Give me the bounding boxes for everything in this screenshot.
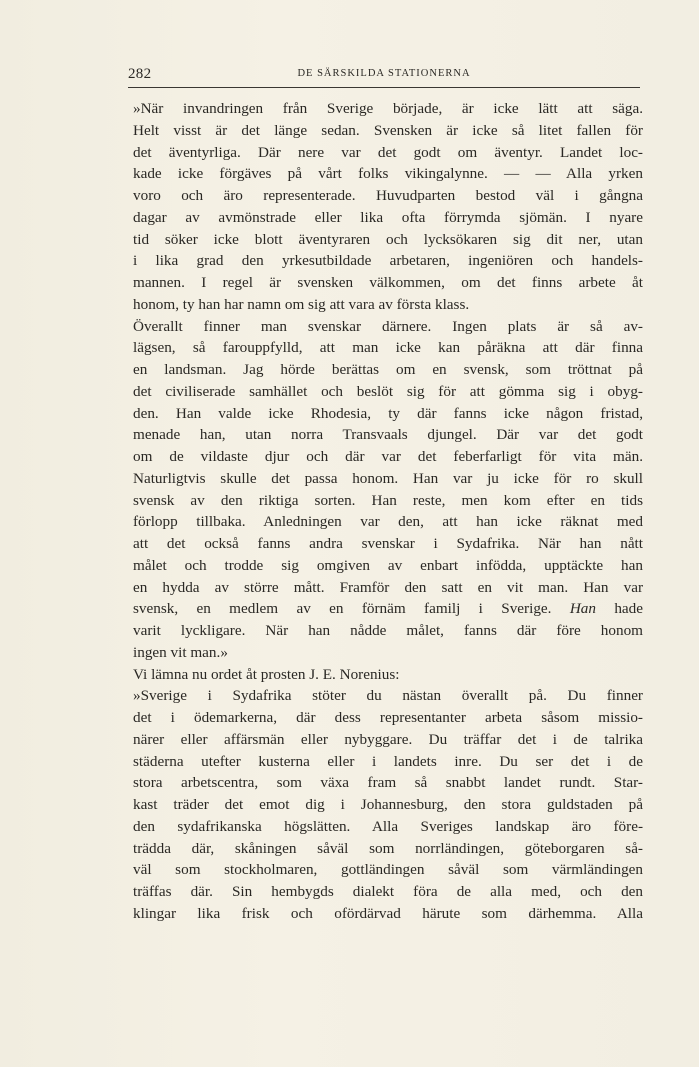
text-line (133, 207, 643, 229)
text-line-content: tid söker icke blott äventyraren och lycksökaren sig dit ner, utan (133, 230, 643, 248)
italic-word: Han (569, 600, 596, 618)
text-line-content: kade icke förgäves på vårt folks vikingalynne. — — Alla yrken (133, 165, 643, 183)
text-line (133, 533, 643, 555)
text-line-content: den sydafrikanska högslätten. Alla Sveriges landskap äro före- (133, 817, 643, 835)
text-line-content: mannen. I regel är svensken välkommen, om det finns arbete åt (133, 274, 643, 291)
text-line (133, 685, 643, 707)
text-line-content: om de vildaste djur och där var det feberfarligt för vita män. (133, 448, 643, 465)
text-line-tail: hade (614, 600, 643, 618)
text-line (133, 185, 643, 207)
text-line-content: i lika grad den yrkesutbildade arbetaren, ingeniören och handels- (133, 252, 643, 270)
text-line (133, 142, 643, 164)
text-line-content: det äventyrliga. Där nere var det godt om äventyr. Landet loc- (133, 143, 643, 161)
text-line-content: Överallt finner man svenskar därnere. Ingen plats är så av- (133, 317, 643, 335)
text-line-content: stora arbetscentra, som växa fram så snabbt landet rundt. Star- (133, 774, 643, 792)
text-line-content: städerna utefter kusterna eller i landets inre. Du ser det i de (133, 752, 643, 770)
text-line-content: Helt visst är det länge sedan. Svensken är icke så litet fallen för (133, 121, 643, 139)
text-line-content: »När invandringen från Sverige började, är icke lätt att säga. (133, 100, 643, 117)
text-line-content: varit lyckligare. När han nådde målet, fanns där före honom (133, 622, 643, 639)
text-line (133, 772, 643, 794)
text-line (133, 620, 643, 642)
text-line-content: förlopp tillbaka. Anledningen var den, att han icke räknat med (133, 513, 643, 531)
text-line-content: en hydda av större mått. Framför den satt en vit man. Han var (133, 578, 643, 596)
text-line (133, 729, 643, 751)
text-line (133, 120, 643, 142)
text-line (133, 490, 643, 512)
text-line (133, 316, 643, 338)
text-line (133, 794, 643, 816)
text-line (133, 294, 643, 316)
text-line-content: voro och äro representerade. Huvudparten bestod väl i gångna (133, 187, 643, 204)
text-line-content: det i ödemarkerna, där dess representanter arbeta såsom missio- (133, 709, 643, 726)
text-line-content: Naturligtvis skulle det passa honom. Han var ju icke för ro skull (133, 469, 643, 487)
text-line (133, 664, 643, 686)
text-line-content: menade han, utan norra Transvaals djungel. Där var det godt (133, 426, 643, 444)
body-text (133, 98, 643, 925)
text-line (133, 577, 643, 599)
text-line (133, 816, 643, 838)
text-line-content: »Sverige i Sydafrika stöter du nästan överallt på. Du finner (133, 687, 643, 705)
text-line (133, 642, 643, 664)
text-line-content: det civiliserade samhället och beslöt sig för att gömma sig i obyg- (133, 382, 643, 400)
text-line (133, 359, 643, 381)
text-line-content: målet och trodde sig omgiven av enbart infödda, upptäckte han (133, 556, 643, 574)
text-line-content: svensk, en medlem av en förnäm familj i Sverige. (133, 600, 552, 618)
text-line-content: svensk av den riktiga sorten. Han reste, men kom efter en tids (133, 491, 643, 509)
text-line-content: väl som stockholmaren, gottländingen såväl som värmländingen (133, 861, 643, 879)
text-line (133, 838, 643, 860)
text-line (133, 751, 643, 773)
text-line-content: ingen vit man.» (133, 643, 228, 661)
text-line (133, 250, 643, 272)
text-line (133, 337, 643, 359)
text-line (133, 272, 643, 294)
text-line (133, 424, 643, 446)
text-line-content: närer eller affärsmän eller nybyggare. Du träffar det i de talrika (133, 730, 643, 748)
text-line-content: den. Han valde icke Rhodesia, ty där fanns icke någon fristad, (133, 404, 643, 422)
text-line-content: kast träder det emot dig i Johannesburg, den stora guldstaden på (133, 796, 643, 813)
text-line-content: lägsen, så farouppfylld, att man icke kan påräkna att där finna (133, 339, 643, 357)
text-line (133, 881, 643, 903)
text-line (133, 98, 643, 120)
page-header (128, 64, 640, 86)
text-line (133, 446, 643, 468)
header-rule (128, 87, 640, 88)
text-line (133, 403, 643, 425)
text-line (133, 511, 643, 533)
text-line-content: att det också fanns andra svenskar i Sydafrika. När han nått (133, 535, 643, 552)
running-head: DE SÄRSKILDA STATIONERNA (297, 68, 471, 79)
text-line (133, 859, 643, 881)
text-line-content: dagar av avmönstrade eller lika ofta förrymda sjömän. I nyare (133, 208, 643, 226)
page-number: 282 (128, 66, 152, 82)
text-line (133, 381, 643, 403)
text-line (133, 163, 643, 185)
text-line (133, 555, 643, 577)
text-line (133, 598, 643, 620)
text-line-content: träffas där. Sin hembygds dialekt föra de alla med, och den (133, 883, 643, 900)
text-line-content: honom, ty han har namn om sig att vara av första klass. (133, 295, 470, 313)
text-line (133, 468, 643, 490)
text-line-content: en landsman. Jag hörde berättas om en svensk, som tröttnat på (133, 361, 643, 378)
text-line (133, 903, 643, 925)
text-line-content: trädda där, skåningen såväl som norrländingen, göteborgaren så- (133, 839, 643, 857)
text-line-content: Vi lämna nu ordet åt prosten J. E. Norenius: (133, 665, 400, 683)
text-line (133, 707, 643, 729)
text-line-content: klingar lika frisk och ofördärvad härute som därhemma. Alla (133, 904, 643, 922)
text-line (133, 229, 643, 251)
